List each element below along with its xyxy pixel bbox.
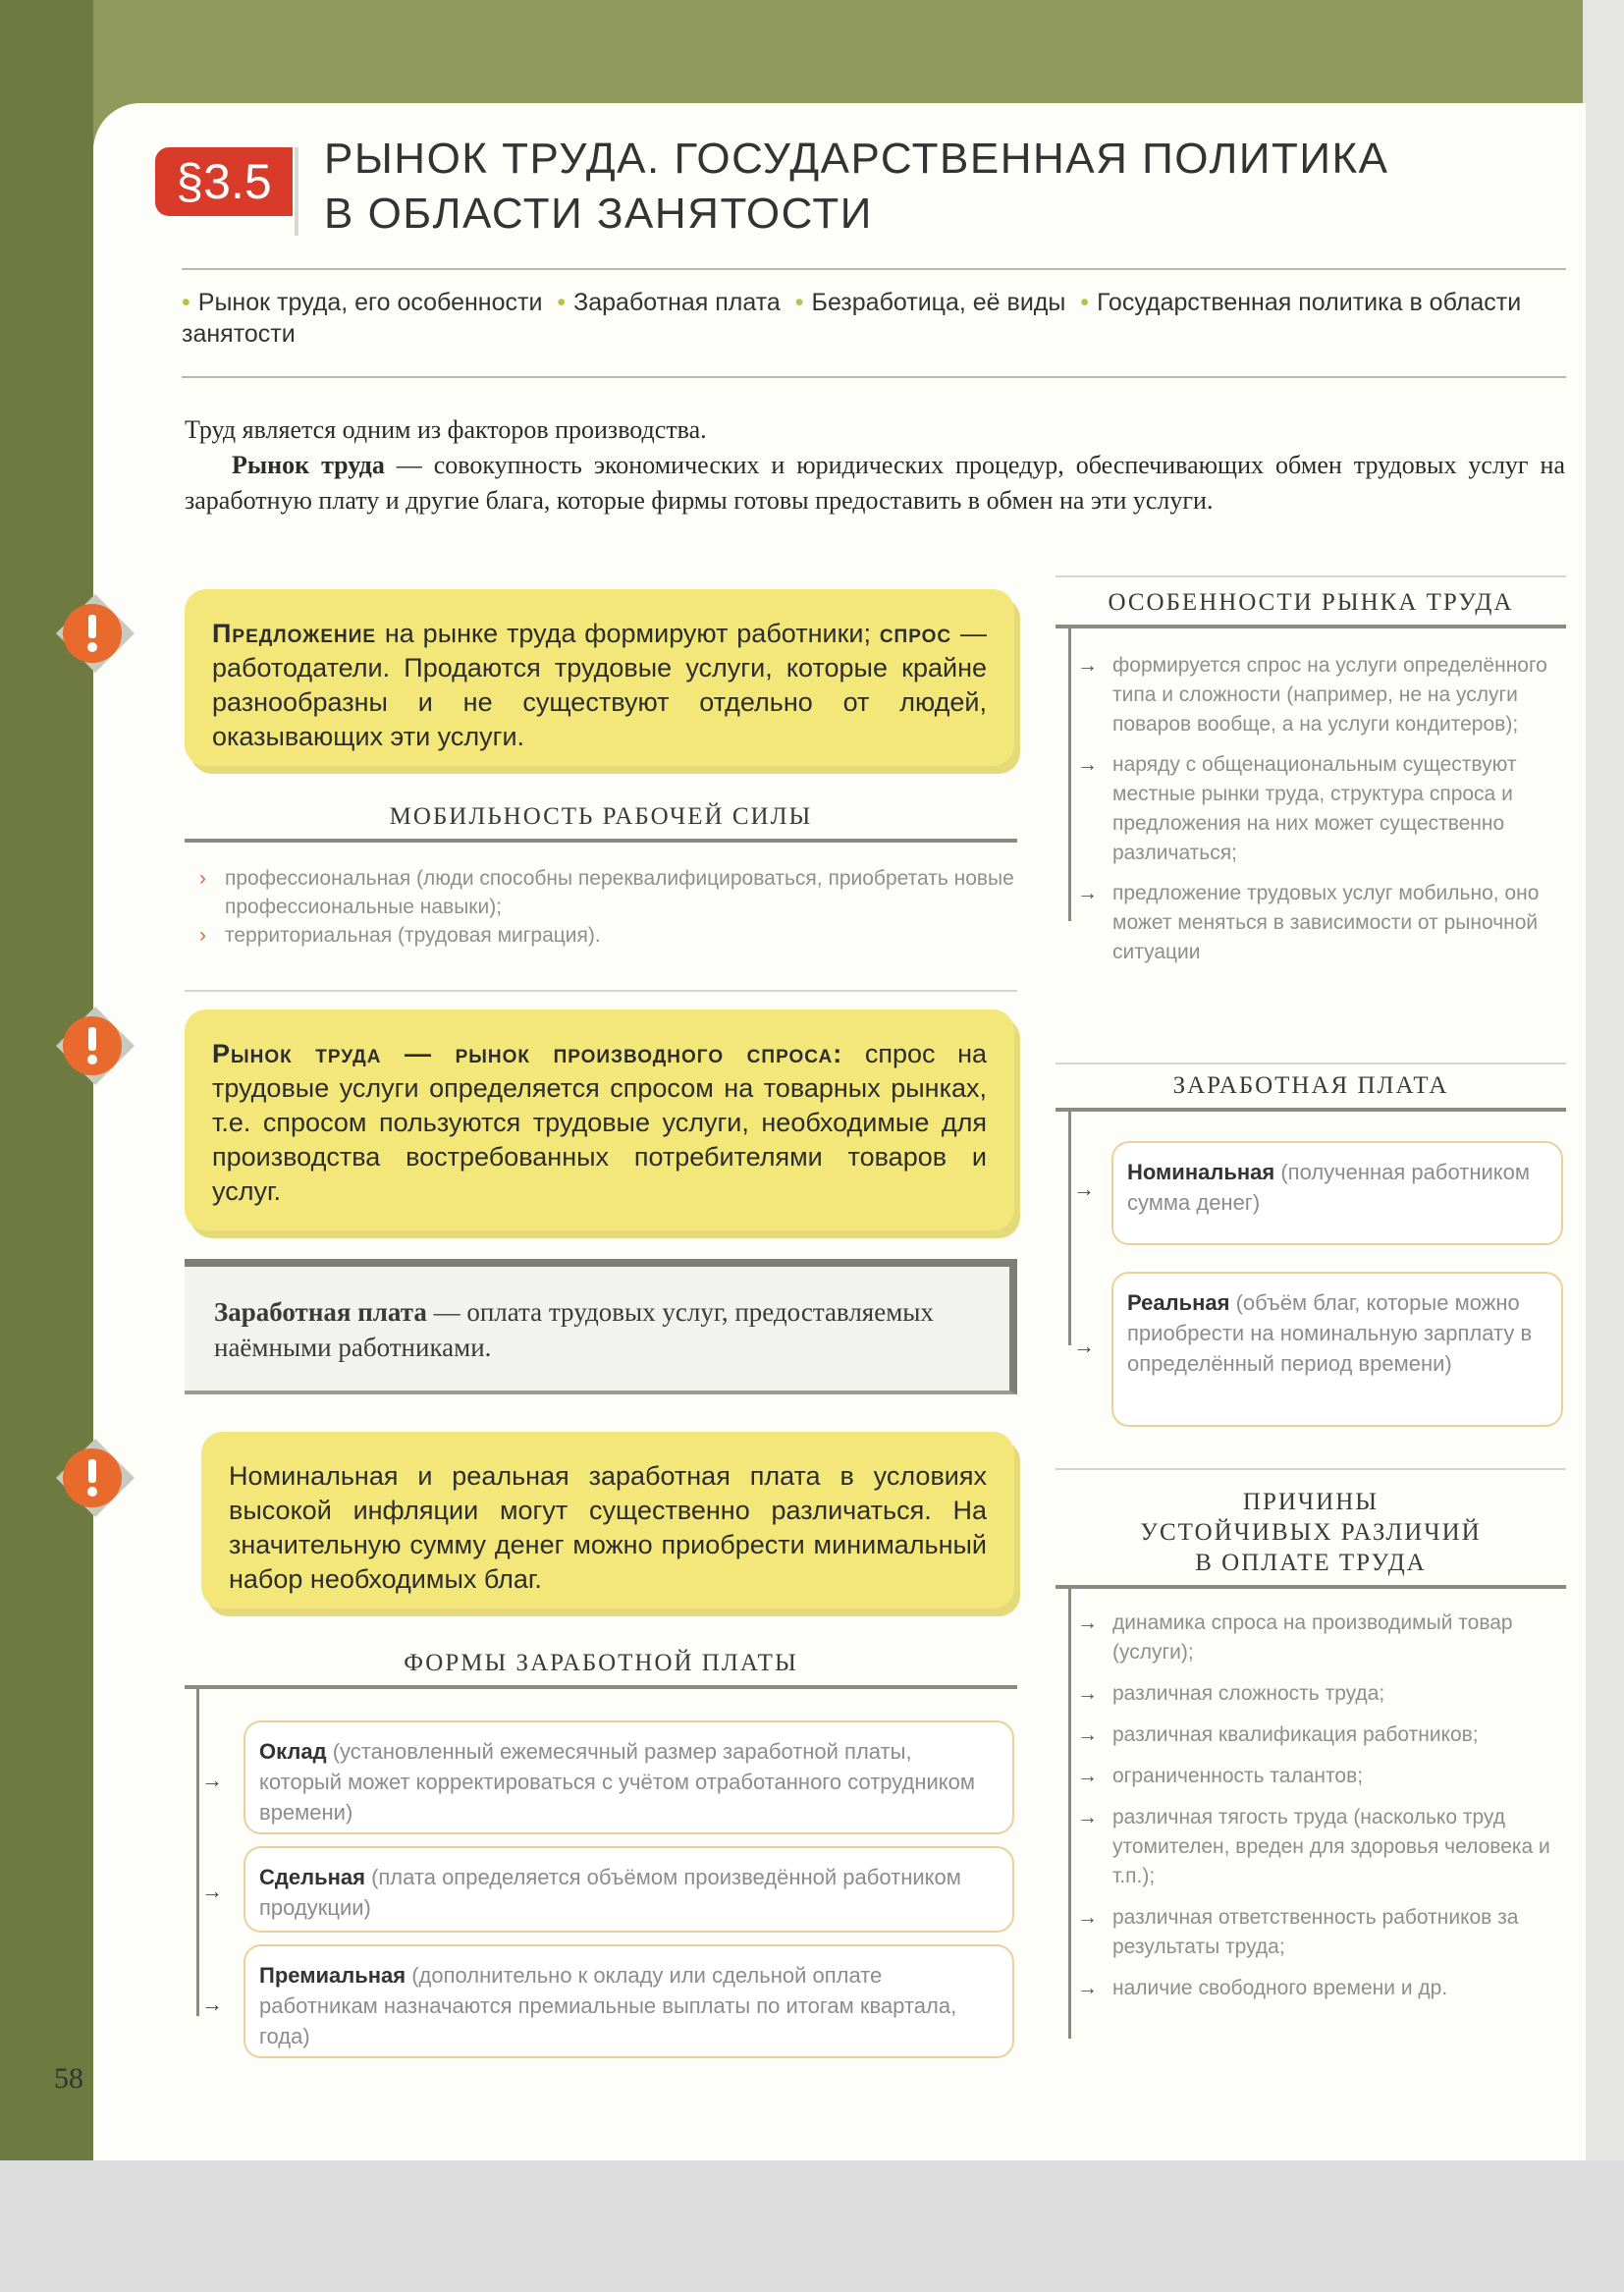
mobility-heading: МОБИЛЬНОСТЬ РАБОЧЕЙ СИЛЫ [389,803,813,830]
page-title [324,132,1502,242]
divider [185,990,1017,992]
list-item [1077,1762,1566,1791]
key-point-derived-demand [185,1010,1014,1230]
arrow-right-icon: → [1077,654,1098,677]
title-line-2: В ОБЛАСТИ ЗАНЯТОСТИ [324,190,873,238]
topics-rule [182,376,1566,378]
wage-forms-heading: ФОРМЫ ЗАРАБОТНОЙ ПЛАТЫ [404,1650,798,1676]
list-item [1077,750,1566,868]
arrow-right-icon: → [1077,1906,1098,1929]
wage-heading: ЗАРАБОТНАЯ ПЛАТА [1172,1072,1449,1099]
arrow-right-icon: → [1077,1723,1098,1746]
arrow-right-icon: → [1077,753,1098,776]
topic-item: Государственная политика в области занятости [182,289,1522,348]
divider [1056,1063,1566,1064]
wage-form-piecework [244,1846,1014,1933]
list-item-text: ограниченность талантов; [1112,1765,1364,1787]
list-item-text: различная квалификация работников; [1112,1723,1479,1746]
list-item-text: различная ответственность работников за результаты труда; [1112,1906,1519,1958]
bullet-icon: • [794,289,804,316]
heading-rule [1056,1108,1566,1112]
topic-item: Безработица, её виды [811,289,1066,316]
chevron-right-icon: › [199,924,206,947]
topic-item: Рынок труда, его особенности [197,289,543,316]
wage-type-desc: (полученная работником сумма денег) [1127,1160,1530,1215]
form-desc: (установленный ежемесячный размер заработной платы, который может корректироваться с учётом отработанного сотрудником времени) [259,1739,976,1825]
features-list [1077,651,1566,978]
wage-type-desc: (объём благ, которые можно приобрести на номинальную зарплату в определённый период времени) [1127,1290,1533,1376]
list-item-text: динамика спроса на производимый товар (услуги); [1112,1611,1513,1664]
divider [1056,575,1566,577]
list-item [1077,1903,1566,1962]
exclamation-icon [51,1002,139,1090]
list-item-text: наряду с общенациональным существуют местные рынки труда, структура спроса и предложения на них может существенно различаться; [1112,753,1517,864]
page-number: 58 [54,2062,83,2095]
header-rule [182,268,1566,270]
list-item-text: формируется спрос на услуги определённого типа и сложности (например, не на услуги поваров вообще, а на услуги кондитеров); [1112,654,1547,736]
wage-nominal-box [1111,1141,1563,1245]
connector-line [1068,1587,1071,2039]
arrow-right-icon: → [1077,1765,1098,1787]
wage-form-salary [244,1720,1014,1834]
section-badge: §3.5 [155,147,293,216]
box-text: — работодатели. Продаются трудовые услуги, которые крайне разнообразны и не существуют отдельно от людей, оказывающих эти услуги. [212,619,987,751]
exclamation-icon [51,589,139,678]
chevron-right-icon: › [199,867,206,890]
intro-paragraph [185,412,1565,518]
definition-text: — оплата трудовых услуг, предоставляемых наёмными работниками. [214,1297,934,1362]
page-edge [1583,0,1624,2160]
badge-divider [295,147,298,236]
features-heading: ОСОБЕННОСТИ РЫНКА ТРУДА [1108,589,1514,616]
list-item [1077,1679,1566,1709]
list-item [1077,1974,1566,2003]
wage-real-box [1111,1272,1563,1427]
reasons-list [1077,1609,1566,2015]
divider [1056,1468,1566,1470]
arrow-right-icon: → [201,1879,223,1903]
intro-definition [185,448,1565,518]
heading-rule [1056,625,1566,628]
list-item [1077,1803,1566,1891]
list-item-text: различная тягость труда (насколько труд утомителен, вреден для здоровья человека и т.п.); [1112,1806,1550,1887]
connector-line [1068,627,1071,921]
list-item [1077,1720,1566,1750]
reasons-heading-line: УСТОЙЧИВЫХ РАЗЛИЧИЙ [1140,1519,1482,1546]
reasons-heading-line: В ОПЛАТЕ ТРУДА [1195,1550,1427,1576]
form-name: Премиальная [259,1963,406,1988]
arrow-right-icon: → [1077,1611,1098,1634]
term-labor-market: Рынок труда [232,451,385,479]
reasons-heading-line: ПРИЧИНЫ [1242,1489,1380,1515]
list-item [199,864,1014,921]
mobility-list [199,864,1014,950]
derived-demand-heading: Рынок труда — рынок производного спроса: [212,1039,843,1068]
intro-line: Труд является одним из факторов производства. [185,415,707,444]
arrow-right-icon: → [201,1992,223,2016]
key-point-inflation [201,1432,1014,1609]
reasons-heading [1056,1487,1566,1578]
list-item [199,921,1014,950]
list-item-text: профессиональная (люди способны переквалифицироваться, приобретать новые профессиональные навыки); [225,867,1014,918]
form-desc: (дополнительно к окладу или сдельной оплате работникам назначаются премиальные выплаты по итогам квартала, года) [259,1963,957,2048]
arrow-right-icon: → [1073,1176,1095,1201]
bullet-icon: • [557,289,567,316]
list-item-text: наличие свободного времени и др. [1112,1977,1448,1999]
form-name: Сдельная [259,1865,365,1889]
wage-form-bonus [244,1944,1014,2058]
arrow-right-icon: → [1077,1806,1098,1828]
connector-line [1068,1110,1071,1345]
title-line-1: РЫНОК ТРУДА. ГОСУДАРСТВЕННАЯ ПОЛИТИКА [324,135,1389,183]
term-wage: Заработная плата [214,1297,427,1327]
box-text: Номинальная и реальная заработная плата в условиях высокой инфляции могут существенно различаться. На значительную сумму денег можно приобрести минимальный набор необходимых благ. [229,1461,987,1594]
term-supply: Предложение [212,619,377,648]
list-item [1077,879,1566,967]
arrow-right-icon: → [1073,1334,1095,1358]
heading-rule [185,839,1017,843]
wage-type-name: Реальная [1127,1290,1230,1315]
scan-margin [0,2160,1624,2292]
bullet-icon: • [1080,289,1090,316]
arrow-right-icon: → [1077,882,1098,904]
bullet-icon: • [182,289,190,316]
heading-rule [1056,1585,1566,1589]
term-demand: спрос [879,619,952,648]
topic-item: Заработная плата [573,289,781,316]
list-item-text: территориальная (трудовая миграция). [225,924,601,947]
key-point-supply-demand [185,589,1014,766]
wage-type-name: Номинальная [1127,1160,1275,1184]
heading-rule [185,1685,1017,1689]
list-item-text: различная сложность труда; [1112,1682,1385,1705]
arrow-right-icon: → [1077,1977,1098,1999]
list-item-text: предложение трудовых услуг мобильно, оно может меняться в зависимости от рыночной ситуации [1112,882,1540,963]
connector-line [196,1687,199,2016]
form-desc: (плата определяется объёмом произведённой работником продукции) [259,1865,961,1920]
definition-text: — совокупность экономических и юридических процедур, обеспечивающих обмен трудовых услуг на заработную плату и другие блага, которые фирмы готовы предоставить в обмен на эти услуги. [185,451,1565,515]
wage-definition-box [185,1267,1017,1394]
form-name: Оклад [259,1739,327,1764]
list-item [1077,651,1566,739]
exclamation-icon [51,1434,139,1522]
arrow-right-icon: → [201,1768,223,1792]
topics-list [182,287,1556,350]
list-item [1077,1609,1566,1667]
box-text: спрос на трудовые услуги определяется спросом на товарных рынках, т.е. спросом пользуются трудовые услуги, необходимые для производства востребованных потребителями товаров и услуг. [212,1039,987,1206]
box-text: на рынке труда формируют работники; [376,619,880,648]
arrow-right-icon: → [1077,1682,1098,1705]
